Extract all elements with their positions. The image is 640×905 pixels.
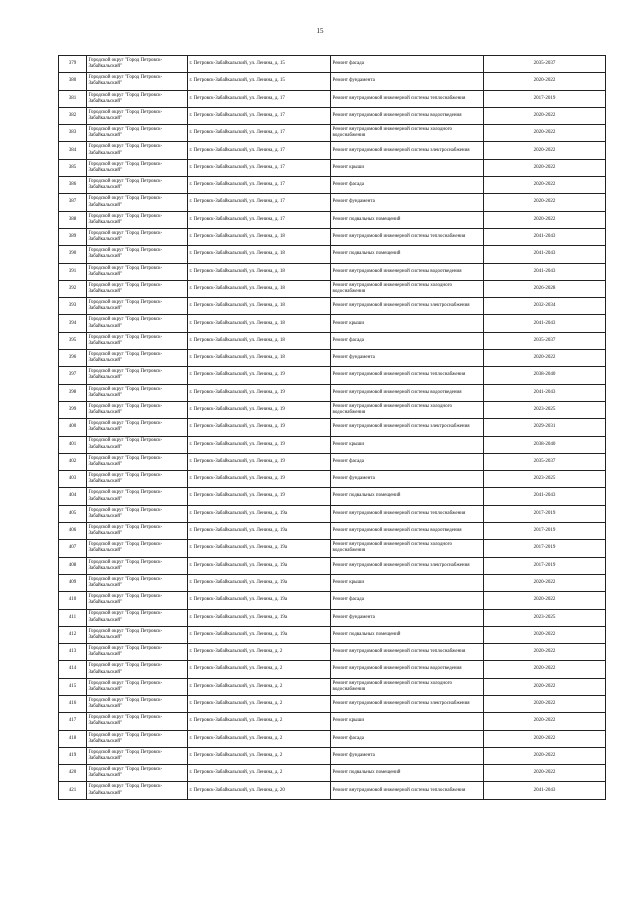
address-cell: г. Петровск-Забайкальский, ул. Ленина, д. 18 <box>188 280 331 297</box>
period-cell: 2038-2040 <box>484 367 606 384</box>
period-cell: 2041-2043 <box>484 488 606 505</box>
work-type-cell: Ремонт фундамента <box>331 194 484 211</box>
row-number: 406 <box>59 523 87 540</box>
municipality-cell: Городской округ "Город Петровск-Забайкальский" <box>87 592 188 609</box>
period-cell: 2038-2040 <box>484 436 606 453</box>
work-type-cell: Ремонт внутридомовой инженерной системы холодного водоснабжения <box>331 401 484 418</box>
address-cell: г. Петровск-Забайкальский, ул. Ленина, д. 18 <box>188 246 331 263</box>
period-cell: 2020-2022 <box>484 713 606 730</box>
table-row <box>59 332 606 349</box>
row-number: 417 <box>59 713 87 730</box>
work-type-cell: Ремонт фасада <box>331 453 484 470</box>
address-cell: г. Петровск-Забайкальский, ул. Ленина, д. 2 <box>188 695 331 712</box>
table-row <box>59 228 606 245</box>
table-row <box>59 782 606 799</box>
municipality-cell: Городской округ "Город Петровск-Забайкальский" <box>87 644 188 661</box>
period-cell: 2035-2037 <box>484 332 606 349</box>
work-type-cell: Ремонт подвальных помещений <box>331 626 484 643</box>
row-number: 404 <box>59 488 87 505</box>
period-cell: 2017-2019 <box>484 540 606 557</box>
period-cell: 2020-2022 <box>484 350 606 367</box>
period-cell: 2020-2022 <box>484 765 606 782</box>
work-type-cell: Ремонт внутридомовой инженерной системы теплоснабжения <box>331 90 484 107</box>
address-cell: г. Петровск-Забайкальский, ул. Ленина, д. 17 <box>188 159 331 176</box>
period-cell: 2041-2043 <box>484 782 606 799</box>
table-row <box>59 90 606 107</box>
municipality-cell: Городской округ "Город Петровск-Забайкальский" <box>87 713 188 730</box>
municipality-cell: Городской округ "Город Петровск-Забайкальский" <box>87 747 188 764</box>
work-type-cell: Ремонт подвальных помещений <box>331 488 484 505</box>
address-cell: г. Петровск-Забайкальский, ул. Ленина, д. 2 <box>188 765 331 782</box>
period-cell: 2020-2022 <box>484 574 606 591</box>
work-type-cell: Ремонт фасада <box>331 177 484 194</box>
address-cell: г. Петровск-Забайкальский, ул. Ленина, д. 2 <box>188 644 331 661</box>
row-number: 421 <box>59 782 87 799</box>
address-cell: г. Петровск-Забайкальский, ул. Ленина, д. 19а <box>188 540 331 557</box>
work-type-cell: Ремонт внутридомовой инженерной системы водоотведения <box>331 107 484 124</box>
work-type-cell: Ремонт внутридомовой инженерной системы электроснабжения <box>331 142 484 159</box>
row-number: 382 <box>59 107 87 124</box>
row-number: 399 <box>59 401 87 418</box>
address-cell: г. Петровск-Забайкальский, ул. Ленина, д. 19а <box>188 523 331 540</box>
municipality-cell: Городской округ "Город Петровск-Забайкальский" <box>87 782 188 799</box>
work-type-cell: Ремонт внутридомовой инженерной системы теплоснабжения <box>331 367 484 384</box>
address-cell: г. Петровск-Забайкальский, ул. Ленина, д. 17 <box>188 177 331 194</box>
row-number: 387 <box>59 194 87 211</box>
table-row <box>59 609 606 626</box>
row-number: 395 <box>59 332 87 349</box>
work-type-cell: Ремонт внутридомовой инженерной системы холодного водоснабжения <box>331 280 484 297</box>
row-number: 407 <box>59 540 87 557</box>
table-row <box>59 453 606 470</box>
work-type-cell: Ремонт подвальных помещений <box>331 246 484 263</box>
municipality-cell: Городской округ "Город Петровск-Забайкальский" <box>87 177 188 194</box>
work-type-cell: Ремонт внутридомовой инженерной системы холодного водоснабжения <box>331 678 484 695</box>
row-number: 414 <box>59 661 87 678</box>
period-cell: 2020-2022 <box>484 730 606 747</box>
municipality-cell: Городской округ "Город Петровск-Забайкальский" <box>87 661 188 678</box>
address-cell: г. Петровск-Забайкальский, ул. Ленина, д. 19а <box>188 505 331 522</box>
address-cell: г. Петровск-Забайкальский, ул. Ленина, д. 19 <box>188 367 331 384</box>
period-cell: 2017-2019 <box>484 90 606 107</box>
period-cell: 2026-2028 <box>484 280 606 297</box>
municipality-cell: Городской округ "Город Петровск-Забайкальский" <box>87 211 188 228</box>
table-row <box>59 367 606 384</box>
row-number: 393 <box>59 298 87 315</box>
table-row <box>59 488 606 505</box>
table-row <box>59 557 606 574</box>
table-row <box>59 56 606 73</box>
municipality-cell: Городской округ "Город Петровск-Забайкальский" <box>87 730 188 747</box>
table-row <box>59 471 606 488</box>
table-row <box>59 661 606 678</box>
table-row <box>59 644 606 661</box>
address-cell: г. Петровск-Забайкальский, ул. Ленина, д. 18 <box>188 298 331 315</box>
table-row <box>59 194 606 211</box>
municipality-cell: Городской округ "Город Петровск-Забайкальский" <box>87 523 188 540</box>
municipality-cell: Городской округ "Город Петровск-Забайкальский" <box>87 73 188 90</box>
work-type-cell: Ремонт фундамента <box>331 747 484 764</box>
table-row <box>59 626 606 643</box>
municipality-cell: Городской округ "Город Петровск-Забайкальский" <box>87 90 188 107</box>
work-type-cell: Ремонт фасада <box>331 730 484 747</box>
municipality-cell: Городской округ "Город Петровск-Забайкальский" <box>87 678 188 695</box>
row-number: 385 <box>59 159 87 176</box>
municipality-cell: Городской округ "Город Петровск-Забайкальский" <box>87 419 188 436</box>
row-number: 381 <box>59 90 87 107</box>
period-cell: 2020-2022 <box>484 177 606 194</box>
address-cell: г. Петровск-Забайкальский, ул. Ленина, д. 19 <box>188 471 331 488</box>
row-number: 391 <box>59 263 87 280</box>
municipality-cell: Городской округ "Город Петровск-Забайкальский" <box>87 280 188 297</box>
row-number: 388 <box>59 211 87 228</box>
row-number: 392 <box>59 280 87 297</box>
address-cell: г. Петровск-Забайкальский, ул. Ленина, д. 19 <box>188 488 331 505</box>
work-type-cell: Ремонт крыши <box>331 574 484 591</box>
table-row <box>59 350 606 367</box>
period-cell: 2020-2022 <box>484 644 606 661</box>
work-type-cell: Ремонт внутридомовой инженерной системы холодного водоснабжения <box>331 125 484 142</box>
table-row <box>59 747 606 764</box>
table-row <box>59 730 606 747</box>
work-type-cell: Ремонт внутридомовой инженерной системы электроснабжения <box>331 557 484 574</box>
period-cell: 2020-2022 <box>484 194 606 211</box>
row-number: 410 <box>59 592 87 609</box>
period-cell: 2020-2022 <box>484 73 606 90</box>
municipality-cell: Городской округ "Город Петровск-Забайкальский" <box>87 505 188 522</box>
work-type-cell: Ремонт крыши <box>331 315 484 332</box>
period-cell: 2041-2043 <box>484 228 606 245</box>
work-type-cell: Ремонт фундамента <box>331 350 484 367</box>
municipality-cell: Городской округ "Город Петровск-Забайкальский" <box>87 228 188 245</box>
address-cell: г. Петровск-Забайкальский, ул. Ленина, д. 19 <box>188 419 331 436</box>
municipality-cell: Городской округ "Город Петровск-Забайкальский" <box>87 471 188 488</box>
row-number: 398 <box>59 384 87 401</box>
table-row <box>59 695 606 712</box>
work-type-cell: Ремонт внутридомовой инженерной системы водоотведения <box>331 384 484 401</box>
period-cell: 2020-2022 <box>484 592 606 609</box>
municipality-cell: Городской округ "Город Петровск-Забайкальский" <box>87 626 188 643</box>
work-type-cell: Ремонт внутридомовой инженерной системы холодного водоснабжения <box>331 540 484 557</box>
municipality-cell: Городской округ "Город Петровск-Забайкальский" <box>87 332 188 349</box>
address-cell: г. Петровск-Забайкальский, ул. Ленина, д. 19а <box>188 626 331 643</box>
row-number: 384 <box>59 142 87 159</box>
row-number: 379 <box>59 56 87 73</box>
address-cell: г. Петровск-Забайкальский, ул. Ленина, д. 15 <box>188 73 331 90</box>
period-cell: 2023-2025 <box>484 609 606 626</box>
table-row <box>59 713 606 730</box>
table-row <box>59 523 606 540</box>
row-number: 405 <box>59 505 87 522</box>
work-type-cell: Ремонт подвальных помещений <box>331 765 484 782</box>
address-cell: г. Петровск-Забайкальский, ул. Ленина, д. 18 <box>188 263 331 280</box>
work-type-cell: Ремонт внутридомовой инженерной системы водоотведения <box>331 263 484 280</box>
table-row <box>59 505 606 522</box>
table-row <box>59 315 606 332</box>
work-type-cell: Ремонт фундамента <box>331 73 484 90</box>
work-type-cell: Ремонт внутридомовой инженерной системы электроснабжения <box>331 695 484 712</box>
address-cell: г. Петровск-Забайкальский, ул. Ленина, д. 18 <box>188 228 331 245</box>
table-row <box>59 211 606 228</box>
row-number: 416 <box>59 695 87 712</box>
municipality-cell: Городской округ "Город Петровск-Забайкальский" <box>87 384 188 401</box>
row-number: 390 <box>59 246 87 263</box>
period-cell: 2041-2043 <box>484 263 606 280</box>
row-number: 397 <box>59 367 87 384</box>
municipality-cell: Городской округ "Город Петровск-Забайкальский" <box>87 436 188 453</box>
address-cell: г. Петровск-Забайкальский, ул. Ленина, д. 2 <box>188 713 331 730</box>
work-type-cell: Ремонт крыши <box>331 436 484 453</box>
period-cell: 2020-2022 <box>484 695 606 712</box>
period-cell: 2029-2031 <box>484 419 606 436</box>
address-cell: г. Петровск-Забайкальский, ул. Ленина, д. 17 <box>188 211 331 228</box>
table-row <box>59 592 606 609</box>
table-row <box>59 159 606 176</box>
period-cell: 2020-2022 <box>484 107 606 124</box>
municipality-cell: Городской округ "Город Петровск-Забайкальский" <box>87 557 188 574</box>
municipality-cell: Городской округ "Город Петровск-Забайкальский" <box>87 695 188 712</box>
work-type-cell: Ремонт крыши <box>331 713 484 730</box>
municipality-cell: Городской округ "Город Петровск-Забайкальский" <box>87 540 188 557</box>
address-cell: г. Петровск-Забайкальский, ул. Ленина, д. 19а <box>188 574 331 591</box>
address-cell: г. Петровск-Забайкальский, ул. Ленина, д. 19 <box>188 436 331 453</box>
period-cell: 2020-2022 <box>484 211 606 228</box>
row-number: 394 <box>59 315 87 332</box>
period-cell: 2020-2022 <box>484 661 606 678</box>
period-cell: 2020-2022 <box>484 125 606 142</box>
address-cell: г. Петровск-Забайкальский, ул. Ленина, д. 19а <box>188 609 331 626</box>
work-type-cell: Ремонт внутридомовой инженерной системы водоотведения <box>331 523 484 540</box>
table-row <box>59 125 606 142</box>
address-cell: г. Петровск-Забайкальский, ул. Ленина, д. 19 <box>188 384 331 401</box>
table-row <box>59 574 606 591</box>
row-number: 418 <box>59 730 87 747</box>
address-cell: г. Петровск-Забайкальский, ул. Ленина, д. 15 <box>188 56 331 73</box>
table-row <box>59 280 606 297</box>
municipality-cell: Городской округ "Город Петровск-Забайкальский" <box>87 488 188 505</box>
row-number: 408 <box>59 557 87 574</box>
address-cell: г. Петровск-Забайкальский, ул. Ленина, д. 17 <box>188 90 331 107</box>
work-type-cell: Ремонт фасада <box>331 56 484 73</box>
address-cell: г. Петровск-Забайкальский, ул. Ленина, д. 2 <box>188 678 331 695</box>
row-number: 401 <box>59 436 87 453</box>
row-number: 411 <box>59 609 87 626</box>
work-type-cell: Ремонт крыши <box>331 159 484 176</box>
row-number: 380 <box>59 73 87 90</box>
address-cell: г. Петровск-Забайкальский, ул. Ленина, д. 2 <box>188 747 331 764</box>
municipality-cell: Городской округ "Город Петровск-Забайкальский" <box>87 453 188 470</box>
address-cell: г. Петровск-Забайкальский, ул. Ленина, д. 2 <box>188 661 331 678</box>
row-number: 403 <box>59 471 87 488</box>
municipality-cell: Городской округ "Город Петровск-Забайкальский" <box>87 574 188 591</box>
table-row <box>59 142 606 159</box>
municipality-cell: Городской округ "Город Петровск-Забайкальский" <box>87 125 188 142</box>
work-type-cell: Ремонт внутридомовой инженерной системы теплоснабжения <box>331 644 484 661</box>
municipality-cell: Городской округ "Город Петровск-Забайкальский" <box>87 609 188 626</box>
work-type-cell: Ремонт фасада <box>331 332 484 349</box>
table-row <box>59 540 606 557</box>
work-type-cell: Ремонт внутридомовой инженерной системы электроснабжения <box>331 298 484 315</box>
table-body <box>59 56 606 800</box>
table-row <box>59 419 606 436</box>
table-row <box>59 177 606 194</box>
period-cell: 2041-2043 <box>484 384 606 401</box>
row-number: 383 <box>59 125 87 142</box>
row-number: 396 <box>59 350 87 367</box>
row-number: 400 <box>59 419 87 436</box>
address-cell: г. Петровск-Забайкальский, ул. Ленина, д. 18 <box>188 350 331 367</box>
row-number: 420 <box>59 765 87 782</box>
municipality-cell: Городской округ "Город Петровск-Забайкальский" <box>87 765 188 782</box>
municipality-cell: Городской округ "Город Петровск-Забайкальский" <box>87 401 188 418</box>
address-cell: г. Петровск-Забайкальский, ул. Ленина, д. 20 <box>188 782 331 799</box>
work-type-cell: Ремонт фундамента <box>331 609 484 626</box>
period-cell: 2041-2043 <box>484 246 606 263</box>
period-cell: 2017-2019 <box>484 557 606 574</box>
table-row <box>59 263 606 280</box>
row-number: 409 <box>59 574 87 591</box>
table-row <box>59 678 606 695</box>
table-row <box>59 765 606 782</box>
municipality-cell: Городской округ "Город Петровск-Забайкальский" <box>87 246 188 263</box>
row-number: 402 <box>59 453 87 470</box>
repair-schedule-table <box>58 55 606 800</box>
municipality-cell: Городской округ "Город Петровск-Забайкальский" <box>87 142 188 159</box>
work-type-cell: Ремонт внутридомовой инженерной системы теплоснабжения <box>331 228 484 245</box>
address-cell: г. Петровск-Забайкальский, ул. Ленина, д. 18 <box>188 332 331 349</box>
work-type-cell: Ремонт внутридомовой инженерной системы теплоснабжения <box>331 505 484 522</box>
period-cell: 2032-2034 <box>484 298 606 315</box>
row-number: 413 <box>59 644 87 661</box>
municipality-cell: Городской округ "Город Петровск-Забайкальский" <box>87 350 188 367</box>
table-row <box>59 246 606 263</box>
work-type-cell: Ремонт внутридомовой инженерной системы электроснабжения <box>331 419 484 436</box>
period-cell: 2041-2043 <box>484 315 606 332</box>
address-cell: г. Петровск-Забайкальский, ул. Ленина, д. 2 <box>188 730 331 747</box>
address-cell: г. Петровск-Забайкальский, ул. Ленина, д. 18 <box>188 315 331 332</box>
period-cell: 2035-2037 <box>484 56 606 73</box>
row-number: 386 <box>59 177 87 194</box>
table-row <box>59 73 606 90</box>
address-cell: г. Петровск-Забайкальский, ул. Ленина, д. 19а <box>188 557 331 574</box>
municipality-cell: Городской округ "Город Петровск-Забайкальский" <box>87 56 188 73</box>
address-cell: г. Петровск-Забайкальский, ул. Ленина, д. 19а <box>188 592 331 609</box>
period-cell: 2023-2025 <box>484 401 606 418</box>
address-cell: г. Петровск-Забайкальский, ул. Ленина, д. 19 <box>188 453 331 470</box>
work-type-cell: Ремонт внутридомовой инженерной системы водоотведения <box>331 661 484 678</box>
table-row <box>59 401 606 418</box>
period-cell: 2020-2022 <box>484 678 606 695</box>
address-cell: г. Петровск-Забайкальский, ул. Ленина, д. 17 <box>188 125 331 142</box>
table-row <box>59 384 606 401</box>
period-cell: 2020-2022 <box>484 747 606 764</box>
work-type-cell: Ремонт подвальных помещений <box>331 211 484 228</box>
municipality-cell: Городской округ "Город Петровск-Забайкальский" <box>87 107 188 124</box>
row-number: 389 <box>59 228 87 245</box>
municipality-cell: Городской округ "Город Петровск-Забайкальский" <box>87 263 188 280</box>
municipality-cell: Городской округ "Город Петровск-Забайкальский" <box>87 159 188 176</box>
municipality-cell: Городской округ "Город Петровск-Забайкальский" <box>87 315 188 332</box>
period-cell: 2023-2025 <box>484 471 606 488</box>
address-cell: г. Петровск-Забайкальский, ул. Ленина, д. 17 <box>188 194 331 211</box>
period-cell: 2017-2019 <box>484 505 606 522</box>
work-type-cell: Ремонт фасада <box>331 592 484 609</box>
table-row <box>59 436 606 453</box>
table-row <box>59 107 606 124</box>
municipality-cell: Городской округ "Город Петровск-Забайкальский" <box>87 298 188 315</box>
row-number: 415 <box>59 678 87 695</box>
municipality-cell: Городской округ "Город Петровск-Забайкальский" <box>87 194 188 211</box>
period-cell: 2020-2022 <box>484 159 606 176</box>
period-cell: 2017-2019 <box>484 523 606 540</box>
row-number: 419 <box>59 747 87 764</box>
page-number: 15 <box>316 27 324 35</box>
address-cell: г. Петровск-Забайкальский, ул. Ленина, д. 17 <box>188 107 331 124</box>
work-type-cell: Ремонт внутридомовой инженерной системы теплоснабжения <box>331 782 484 799</box>
work-type-cell: Ремонт фундамента <box>331 471 484 488</box>
address-cell: г. Петровск-Забайкальский, ул. Ленина, д. 17 <box>188 142 331 159</box>
address-cell: г. Петровск-Забайкальский, ул. Ленина, д. 19 <box>188 401 331 418</box>
row-number: 412 <box>59 626 87 643</box>
municipality-cell: Городской округ "Город Петровск-Забайкальский" <box>87 367 188 384</box>
period-cell: 2020-2022 <box>484 626 606 643</box>
period-cell: 2020-2022 <box>484 142 606 159</box>
period-cell: 2035-2037 <box>484 453 606 470</box>
table-row <box>59 298 606 315</box>
